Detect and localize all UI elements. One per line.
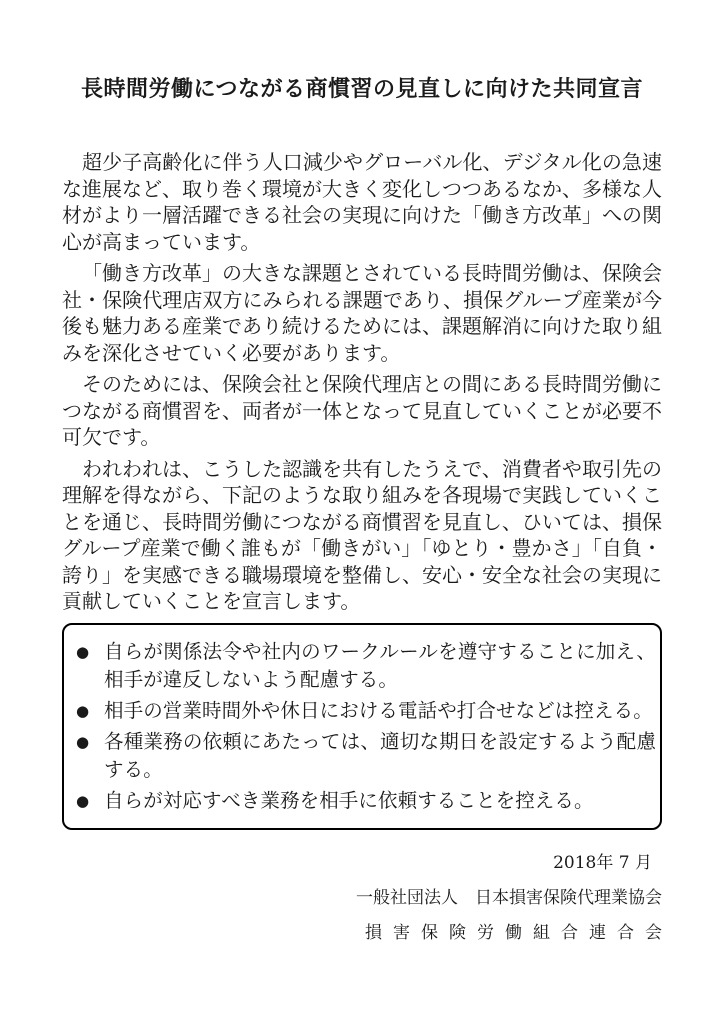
bullet-icon: ● [76,701,90,720]
signature-block [62,846,673,951]
signature-organization-2 [62,916,673,951]
bullet-icon: ● [76,791,90,810]
pledge-item-text: 相手の営業時間外や休日における電話や打合せなどは控える。 [104,698,653,722]
pledge-item [76,697,656,725]
paragraph-work-reform-issue: 「働き方改革」の大きな課題とされている長時間労働は、保険会社・保険代理店双方にみられる課題であり、損保グループ産業が今後も魅力ある産業であり続けるためには、課題解消に向けた取り組みを深化させていく必要があります。 [62,261,662,365]
pledge-item [76,638,656,694]
pledge-item-text: 自らが関係法令や社内のワークルールを遵守することに加え、相手が違反しないよう配慮する。 [104,639,656,691]
pledge-item-text: 自らが対応すべき業務を相手に依頼することを控える。 [104,788,594,812]
document-body [62,149,662,615]
pledge-item-text: 各種業務の依頼にあたっては、適切な期日を設定するよう配慮する。 [104,729,656,781]
pledge-item [76,728,656,784]
signature-organization-1: 一般社団法人 日本損害保険代理業協会 [356,887,662,908]
paragraph-intro: 超少子高齢化に伴う人口減少やグローバル化、デジタル化の急速な進展など、取り巻く環境が大きく変化しつつあるなか、多様な人材がより一層活躍できる社会の実現に向けた「働き方改革」への関心が高まっています。 [62,150,662,254]
paragraph-declaration: われわれは、こうした認識を共有したうえで、消費者や取引先の理解を得ながら、下記のような取り組みを各現場で実践していくことを通じ、長時間労働につながる商慣習を見直し、ひいては、損保グループ産業で働く誰もが「働きがい」「ゆとり・豊かさ」「自負・誇り」を実感できる職場環境を整備し、安心・安全な社会の実現に貢献していくことを宣言します。 [62,456,662,613]
bullet-icon: ● [76,732,90,751]
pledge-item [76,787,656,815]
paragraph-necessity: そのためには、保険会社と保険代理店との間にある長時間労働につながる商慣習を、両者が一体となって見直していくことが必要不可欠です。 [62,372,662,449]
pledge-box [62,623,662,830]
document-title: 長時間労働につながる商慣習の見直しに向けた共同宣言 [80,76,644,102]
signature-organization-2-text: 損害保険労働組合連合会 [365,922,673,943]
signature-date: 2018年 7 月 [553,852,652,873]
bullet-icon: ● [76,642,90,661]
